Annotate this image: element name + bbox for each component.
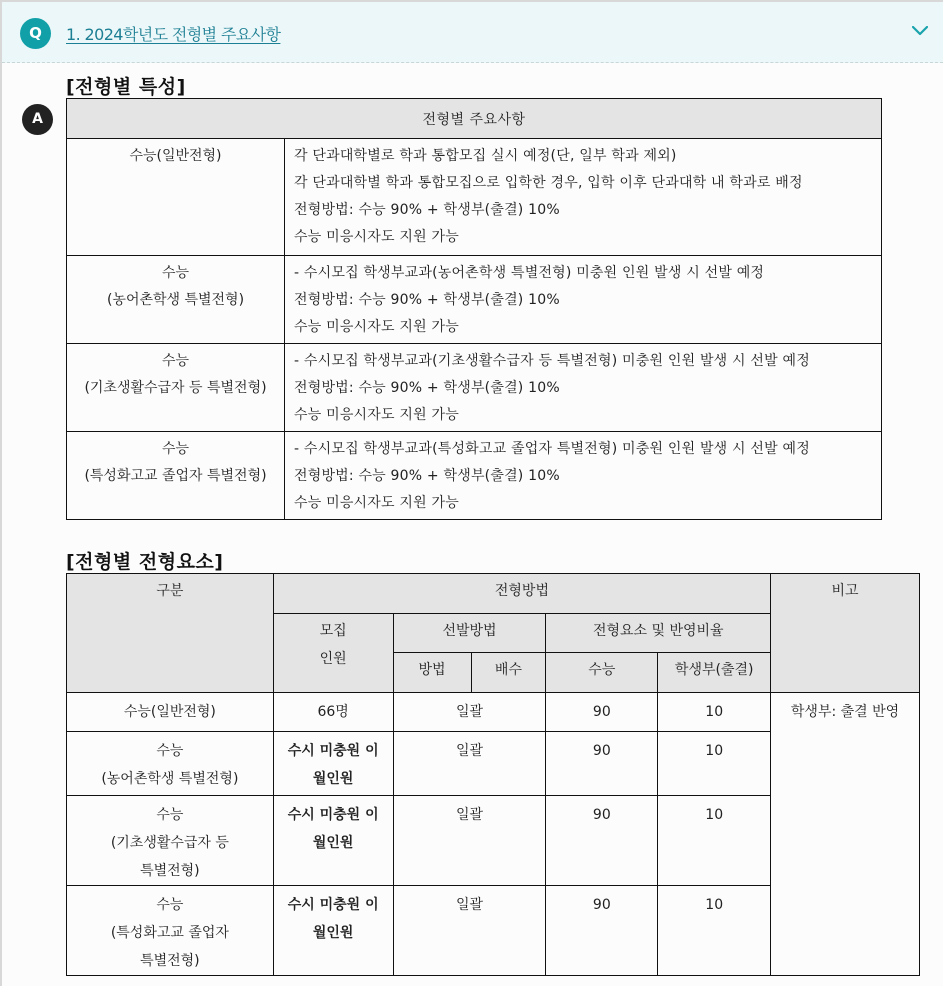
cell-quota bbox=[273, 886, 393, 976]
quota-line: 66명 bbox=[317, 704, 349, 720]
cell-school-record: 10 bbox=[658, 693, 771, 732]
category-line: 수능 bbox=[156, 743, 184, 759]
characteristics-table bbox=[66, 98, 882, 520]
description-line: 전형방법: 수능 90% + 학생부(출결) 10% bbox=[294, 292, 560, 308]
header-csat: 수능 bbox=[546, 653, 658, 693]
description-line: 수능 미응시자도 지원 가능 bbox=[294, 407, 459, 423]
header-selection-method: 방법 bbox=[393, 653, 471, 693]
category-line: (특성화고교 졸업자 bbox=[110, 925, 229, 941]
row-description bbox=[285, 344, 882, 432]
table-row bbox=[67, 432, 882, 520]
cell-category bbox=[67, 886, 274, 976]
cell-category bbox=[67, 732, 274, 796]
row-description bbox=[285, 256, 882, 344]
table-row bbox=[67, 344, 882, 432]
header-quota-line: 인원 bbox=[319, 651, 347, 667]
description-line: 수능 미응시자도 지원 가능 bbox=[294, 229, 459, 245]
cell-school-record: 10 bbox=[658, 732, 771, 796]
description-line: 전형방법: 수능 90% + 학생부(출결) 10% bbox=[294, 468, 560, 484]
cell-school-record: 10 bbox=[658, 796, 771, 886]
category-line: 수능 bbox=[156, 807, 184, 823]
question-badge: Q bbox=[20, 18, 51, 49]
description-line: 전형방법: 수능 90% + 학생부(출결) 10% bbox=[294, 202, 560, 218]
description-line: - 수시모집 학생부교과(특성화고교 졸업자 특별전형) 미충원 인원 발생 시 선발 예정 bbox=[294, 441, 810, 457]
row-label-line: 수능 bbox=[161, 265, 190, 281]
quota-line: 수시 미충원 이 bbox=[287, 897, 379, 913]
table-row bbox=[67, 256, 882, 344]
row-label-line: (농어촌학생 특별전형) bbox=[106, 292, 245, 308]
header-quota bbox=[273, 614, 393, 693]
table-row bbox=[67, 693, 920, 732]
category-line: (기초생활수급자 등 bbox=[110, 835, 229, 851]
cell-csat: 90 bbox=[546, 796, 658, 886]
header-category: 구분 bbox=[67, 574, 274, 693]
cell-category bbox=[67, 693, 274, 732]
cell-method: 일괄 bbox=[393, 732, 546, 796]
row-description bbox=[285, 139, 882, 256]
row-label-line: 수능 bbox=[161, 353, 190, 369]
description-line: 전형방법: 수능 90% + 학생부(출결) 10% bbox=[294, 380, 560, 396]
row-label-line: (기초생활수급자 등 특별전형) bbox=[84, 380, 267, 396]
cell-quota bbox=[273, 732, 393, 796]
chevron-down-icon[interactable] bbox=[912, 26, 928, 36]
cell-csat: 90 bbox=[546, 886, 658, 976]
cell-method: 일괄 bbox=[393, 886, 546, 976]
row-label-line: 수능 bbox=[161, 441, 190, 457]
header-quota-line: 모집 bbox=[319, 623, 347, 639]
category-line: 수능(일반전형) bbox=[123, 704, 216, 720]
cell-remarks: 학생부: 출결 반영 bbox=[771, 693, 920, 976]
cell-csat: 90 bbox=[546, 693, 658, 732]
header-elements-group: 전형요소 및 반영비율 bbox=[546, 614, 771, 653]
header-remarks: 비고 bbox=[771, 574, 920, 693]
row-label-line: (특성화고교 졸업자 특별전형) bbox=[84, 468, 267, 484]
elements-table bbox=[66, 573, 920, 976]
section-title-characteristics: [전형별 특성] bbox=[66, 76, 186, 98]
cell-school-record: 10 bbox=[658, 886, 771, 976]
question-title-link[interactable]: 1. 2024학년도 전형별 주요사항 bbox=[66, 25, 281, 44]
row-label bbox=[67, 256, 285, 344]
description-line: 수능 미응시자도 지원 가능 bbox=[294, 319, 459, 335]
quota-line: 월인원 bbox=[312, 835, 354, 851]
faq-question-header[interactable] bbox=[2, 2, 943, 63]
table-header: 전형별 주요사항 bbox=[67, 99, 882, 139]
cell-category bbox=[67, 796, 274, 886]
category-line: 특별전형) bbox=[140, 953, 200, 969]
cell-method: 일괄 bbox=[393, 693, 546, 732]
category-line: 특별전형) bbox=[140, 863, 200, 879]
description-line: 수능 미응시자도 지원 가능 bbox=[294, 495, 459, 511]
header-selection-group: 선발방법 bbox=[393, 614, 546, 653]
description-line: - 수시모집 학생부교과(기초생활수급자 등 특별전형) 미충원 인원 발생 시 선발 예정 bbox=[294, 353, 810, 369]
description-line: 각 단과대학별 학과 통합모집으로 입학한 경우, 입학 이후 단과대학 내 학과로 배정 bbox=[294, 175, 803, 191]
header-method-group: 전형방법 bbox=[273, 574, 770, 614]
cell-quota bbox=[273, 693, 393, 732]
table-row bbox=[67, 139, 882, 256]
row-label bbox=[67, 432, 285, 520]
description-line: 각 단과대학별로 학과 통합모집 실시 예정(단, 일부 학과 제외) bbox=[294, 148, 677, 164]
answer-badge: A bbox=[22, 104, 53, 135]
cell-quota bbox=[273, 796, 393, 886]
header-school-record: 학생부(출결) bbox=[658, 653, 771, 693]
quota-line: 월인원 bbox=[312, 925, 354, 941]
row-description bbox=[285, 432, 882, 520]
category-line: 수능 bbox=[156, 897, 184, 913]
row-label bbox=[67, 139, 285, 256]
cell-method: 일괄 bbox=[393, 796, 546, 886]
cell-csat: 90 bbox=[546, 732, 658, 796]
quota-line: 수시 미충원 이 bbox=[287, 743, 379, 759]
description-line: - 수시모집 학생부교과(농어촌학생 특별전형) 미충원 인원 발생 시 선발 예정 bbox=[294, 265, 765, 281]
category-line: (농어촌학생 특별전형) bbox=[101, 771, 239, 787]
row-label-line: 수능(일반전형) bbox=[129, 148, 222, 164]
quota-line: 수시 미충원 이 bbox=[287, 807, 379, 823]
section-title-elements: [전형별 전형요소] bbox=[66, 551, 224, 573]
header-multiplier: 배수 bbox=[471, 653, 546, 693]
row-label bbox=[67, 344, 285, 432]
quota-line: 월인원 bbox=[312, 771, 354, 787]
